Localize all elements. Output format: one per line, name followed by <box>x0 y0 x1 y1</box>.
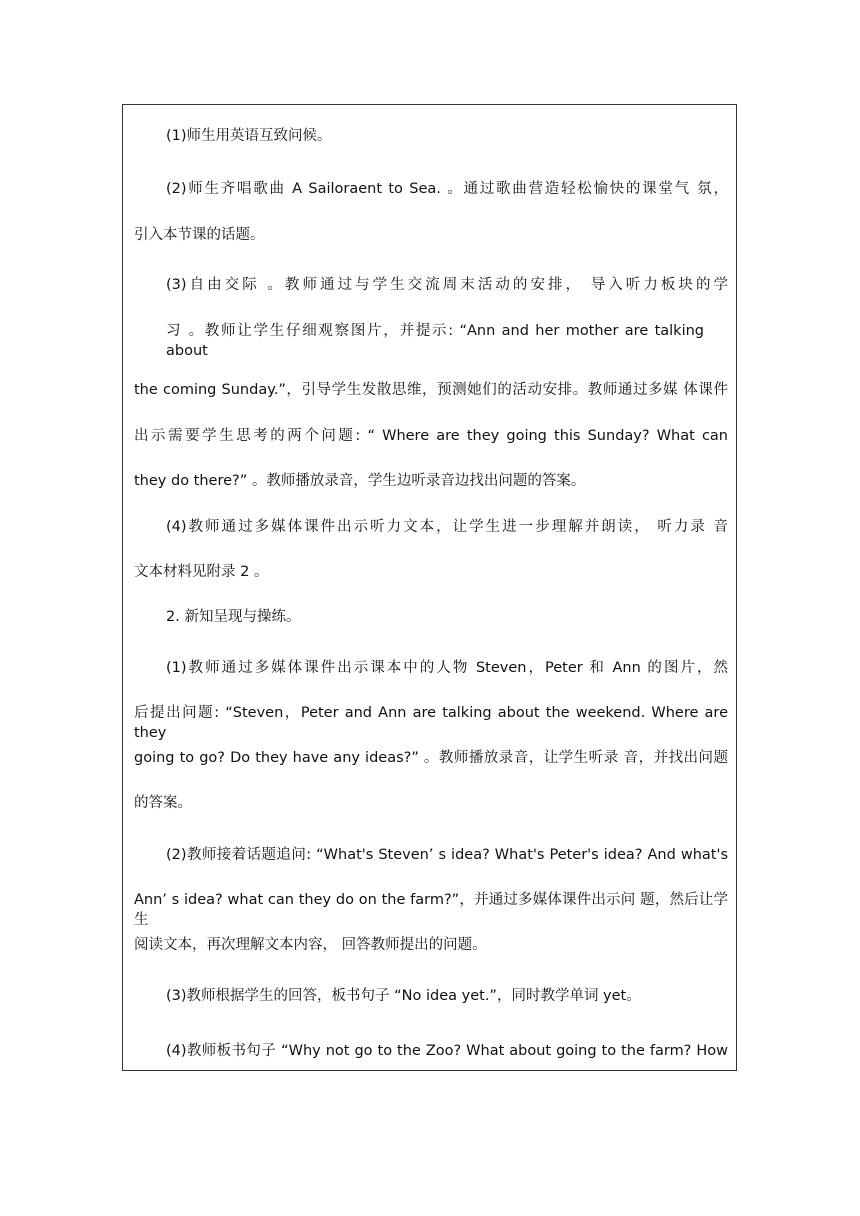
para-4-line-2: 文本材料见附录 2 。 <box>134 564 269 580</box>
para-7-line-1: (3)教师根据学生的回答，板书句子 “No idea yet.”，同时教学单词 yet。 <box>166 988 641 1004</box>
para-5-line-1: (1)教师通过多媒体课件出示课本中的人物 Steven，Peter 和 Ann 的图片，然 <box>166 660 728 676</box>
para-3-line-1: (3)自由交际 。教师通过与学生交流周末活动的安排， 导入听力板块的学 <box>166 277 728 293</box>
section-heading: 2. 新知呈现与操练。 <box>166 609 301 625</box>
para-2-line-1: (2)师生齐唱歌曲 A Sailoraent to Sea. 。通过歌曲营造轻松愉快的课堂气 氛， <box>166 181 728 197</box>
para-5-line-2: 后提出问题: “Steven，Peter and Ann are talking about the weekend. Where are they <box>134 705 728 741</box>
para-3-line-2: 习 。教师让学生仔细观察图片，并提示: “Ann and her mother are talking about <box>166 323 704 359</box>
para-6-line-1: (2)教师接着话题追问: “What's Steven’ s idea? What's Peter's idea? And what's <box>166 847 728 863</box>
para-5-line-4: 的答案。 <box>134 795 192 811</box>
para-6-line-2: Ann’ s idea? what can they do on the farm?”，并通过多媒体课件出示问 题，然后让学生 <box>134 892 728 928</box>
para-3-line-4: 出示需要学生思考的两个问题: “ Where are they going this Sunday? What can <box>134 428 728 444</box>
para-5-line-3: going to go? Do they have any ideas?” 。教师播放录音，让学生听录 音，并找出问题 <box>134 750 728 766</box>
para-2-line-2: 引入本节课的话题。 <box>134 227 265 243</box>
para-3-line-3: the coming Sunday.”，引导学生发散思维，预测她们的活动安排。教师通过多媒 体课件 <box>134 382 728 398</box>
para-6-line-3: 阅读文本，再次理解文本内容， 回答教师提出的问题。 <box>134 937 487 953</box>
para-1-line-1: (1)师生用英语互致问候。 <box>166 128 332 144</box>
para-3-line-5: they do there?” 。教师播放录音，学生边听录音边找出问题的答案。 <box>134 473 586 489</box>
para-4-line-1: (4)教师通过多媒体课件出示听力文本，让学生进一步理解并朗读， 听力录 音 <box>166 519 728 535</box>
para-8-line-1: (4)教师板书句子 “Why not go to the Zoo? What about going to the farm? How <box>166 1043 728 1059</box>
